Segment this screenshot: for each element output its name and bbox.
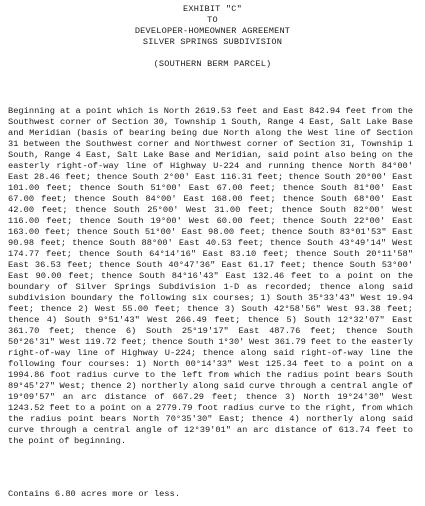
parcel-title: (SOUTHERN BERM PARCEL) <box>153 59 272 69</box>
agreement-title: DEVELOPER-HOMEOWNER AGREEMENT <box>134 26 291 36</box>
to-line: TO <box>207 15 218 25</box>
acreage-note: Contains 6.80 acres more or less. <box>8 489 181 499</box>
subdivision-title: SILVER SPRINGS SUBDIVISION <box>142 37 283 47</box>
exhibit-title: EXHIBIT "C" <box>183 4 242 14</box>
legal-description: Beginning at a point which is North 2619.53 feet and East 842.94 feet from the Southwest corner of Section 30, Township 1 South, Range 4 East, Salt Lake Base and Meridian (basis of bearing being due North along the West line of Section 31 between the Southwest corner and Northwest corner of Section 31, Township 1 South, Range 4 East, Salt Lake Base and Meridian, said point also being on the easterly right-of-way line of Highway U-224 and running thence North 84°00' East 28.46 feet; thence South 2°00' East 116.31 feet; thence South 20°00' East 101.00 feet; thence South 51°00' East 67.00 feet; thence South 81°00' East 67.00 feet; thence South 84°00' East 168.00 feet; thence South 68°00' East 42.00 feet; thence South 25°00' West 31.00 feet; thence South 82°00' West 116.00 feet; thence South 19°00' West 60.00 feet; thence South 22°00' East 163.00 feet; thence South 51°00' East 98.00 feet; thence South 83°01'53" East 90.98 feet; thence South 88°00' East 40.53 feet; thence South 43°49'14" West 174.77 feet; thence South 64°14'16" East 83.10 feet; thence South 20°11'58" East 36.53 feet; thence South 40°47'36" East 61.17 feet; thence South 53°00' East 90.00 feet; thence South 84°16'43" East 132.46 feet to a point on the boundary of Silver Springs Subdivision 1-D as recorded; thence along said subdivision boundary the following six courses; 1) South 35°33'43" West 19.94 feet; thence 2) West 55.00 feet; thence 3) South 42°58'56" West 93.38 feet; thence 4) South 9°51'43" West 266.49 feet; thence 5) South 12°32'07" East 361.70 feet; thence 6) South 25°19'17" East 487.76 feet; thence South 50°26'31" West 119.72 feet; thence South 1°30' West 361.79 feet to the easterly right-of-way line of Highway U-224; thence along said right-of-way line the following four courses: 1) North 00°14'33" West 125.34 feet to a point on a 1994.86 foot radius curve to the left from which the radius point bears South 89°45'27" West; thence 2) northerly along said curve through a central angle of 19°09'57" an arc distance of 667.29 feet; thence 3) North 19°24'30" West 1243.52 feet to a point on a 2779.79 foot radius curve to the right, from which the radius point bears North 70°35'30" East; thence 4) northerly along said curve through a central angle of 12°39'01" an arc distance of 613.74 feet to the point of beginning. <box>8 106 413 446</box>
